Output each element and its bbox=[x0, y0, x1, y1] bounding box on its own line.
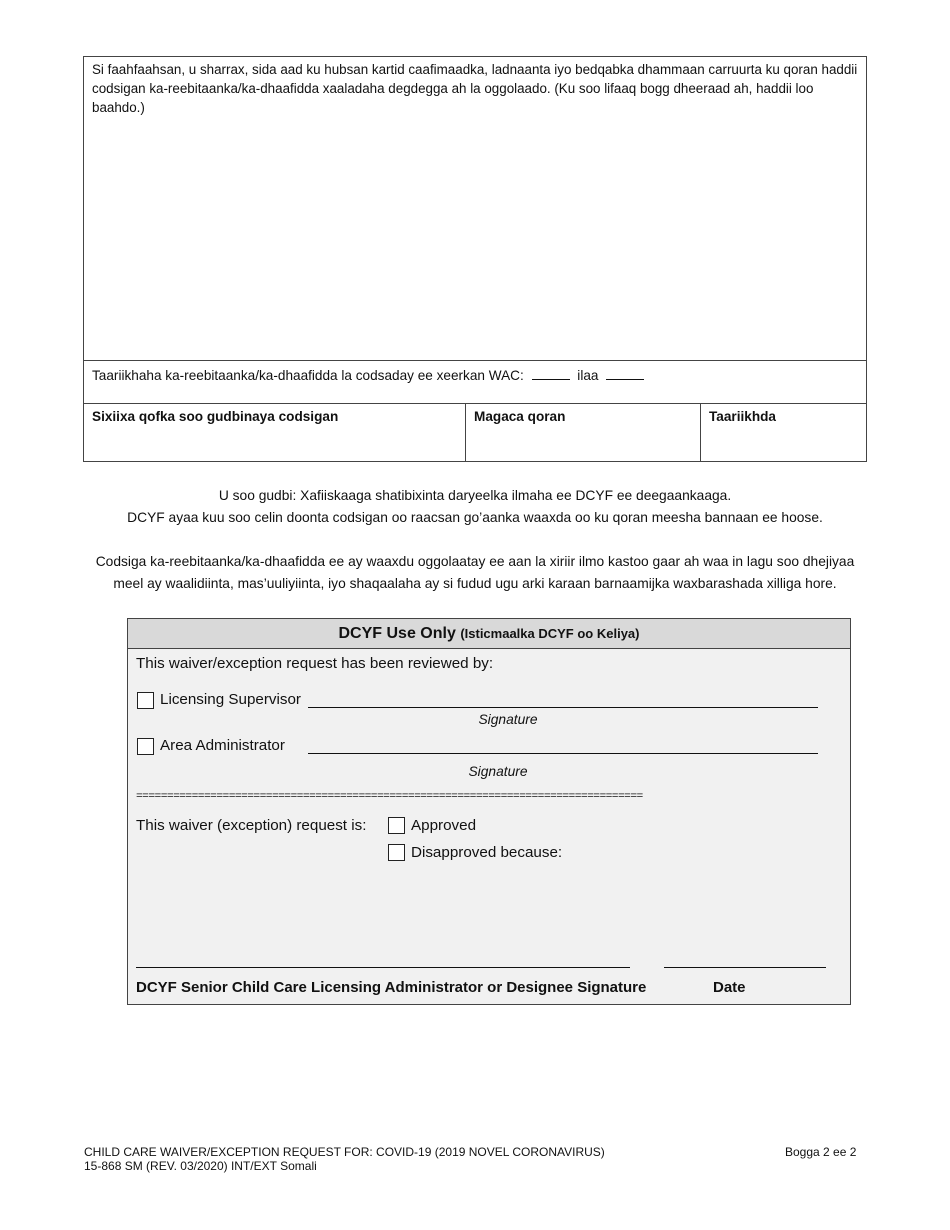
approved-label: Approved bbox=[411, 817, 477, 834]
submit-date-field[interactable] bbox=[701, 404, 866, 461]
submit-to-line: U soo gudbi: Xafiiskaaga shatibixinta daryeelka ilmaha ee DCYF ee deegaankaaga. bbox=[218, 488, 732, 503]
area-administrator-checkbox[interactable] bbox=[137, 738, 154, 755]
submitter-signature-label: Sixiixa qofka soo gudbinaya codsigan bbox=[92, 409, 339, 424]
posting-requirement-line-2: meel ay waalidiinta, mas’uuliyiinta, iyo shaqaalaha ay si fudud ugu arki karaan barnaamijka waxbarashada xilliga hore. bbox=[113, 576, 837, 591]
request-status-label: This waiver (exception) request is: bbox=[136, 817, 367, 834]
submit-date-label: Taariikhda bbox=[709, 409, 776, 424]
admin-signature-label: DCYF Senior Child Care Licensing Administrator or Designee Signature bbox=[136, 979, 647, 996]
printed-name-label: Magaca qoran bbox=[474, 409, 566, 424]
explanation-field[interactable] bbox=[84, 57, 866, 361]
licensing-supervisor-signature-line[interactable] bbox=[308, 707, 818, 708]
admin-signature-line[interactable] bbox=[136, 967, 630, 968]
admin-date-line[interactable] bbox=[664, 967, 826, 968]
submitter-signature-field[interactable] bbox=[84, 404, 466, 461]
form-number: 15-868 SM (REV. 03/2020) INT/EXT Somali bbox=[84, 1159, 317, 1173]
posting-requirement bbox=[83, 551, 867, 595]
wac-dates-row bbox=[84, 361, 866, 404]
wac-dates-to-label: ilaa bbox=[577, 368, 599, 383]
wac-start-date-field[interactable] bbox=[532, 367, 570, 380]
explanation-prompt: Si faahfaahsan, u sharrax, sida aad ku hubsan kartid caafimaadka, ladnaanta iyo bedqabka dhammaan carruurta ku qoran haddii codsigan ka-reebitaanka/ka-dhaafidda xaaladaha degdegga ah la oggolaado. (Ku soo lifaaq bogg dheeraad ah, haddii loo baahdo.) bbox=[92, 62, 858, 115]
form-footer bbox=[84, 1145, 605, 1173]
dcyf-use-only-section bbox=[127, 618, 851, 1005]
posting-requirement-line-1: Codsiga ka-reebitaanka/ka-dhaafidda ee ay waaxdu oggolaatay ee aan la xiriir ilmo kastoo gaar ah waa in lagu soo dhejiyaa bbox=[95, 554, 855, 569]
page-number: Bogga 2 ee 2 bbox=[785, 1145, 857, 1159]
approved-checkbox[interactable] bbox=[388, 817, 405, 834]
submitter-signature-row bbox=[84, 404, 866, 461]
dcyf-section-title bbox=[128, 619, 850, 649]
area-administrator-signature-caption: Signature bbox=[468, 764, 528, 779]
disapproved-label: Disapproved because: bbox=[411, 844, 563, 861]
licensing-supervisor-checkbox[interactable] bbox=[137, 692, 154, 709]
wac-dates-label: Taariikhaha ka-reebitaanka/ka-dhaafidda la codsaday ee xeerkan WAC: bbox=[92, 368, 524, 383]
licensing-supervisor-label: Licensing Supervisor bbox=[160, 691, 301, 708]
printed-name-field[interactable] bbox=[466, 404, 701, 461]
dcyf-title-text: DCYF Use Only bbox=[338, 625, 456, 642]
submission-instructions bbox=[83, 485, 867, 529]
waiver-details-table bbox=[83, 56, 867, 462]
licensing-supervisor-signature-caption: Signature bbox=[478, 712, 538, 727]
admin-date-label: Date bbox=[713, 979, 746, 996]
wac-end-date-field[interactable] bbox=[606, 367, 644, 380]
reviewed-by-label: This waiver/exception request has been reviewed by: bbox=[136, 655, 494, 672]
form-title: CHILD CARE WAIVER/EXCEPTION REQUEST FOR: COVID-19 (2019 NOVEL CORONAVIRUS) bbox=[84, 1145, 605, 1159]
dcyf-title-subtext: (Isticmaalka DCYF oo Keliya) bbox=[460, 626, 640, 641]
area-administrator-signature-line[interactable] bbox=[308, 753, 818, 754]
return-notice-line: DCYF ayaa kuu soo celin doonta codsigan oo raacsan go’aanka waaxda oo ku qoran meesha bannaan ee hoose. bbox=[127, 510, 823, 525]
area-administrator-label: Area Administrator bbox=[160, 737, 285, 754]
section-separator: ================================================================================== bbox=[136, 791, 643, 803]
disapproved-checkbox[interactable] bbox=[388, 844, 405, 861]
